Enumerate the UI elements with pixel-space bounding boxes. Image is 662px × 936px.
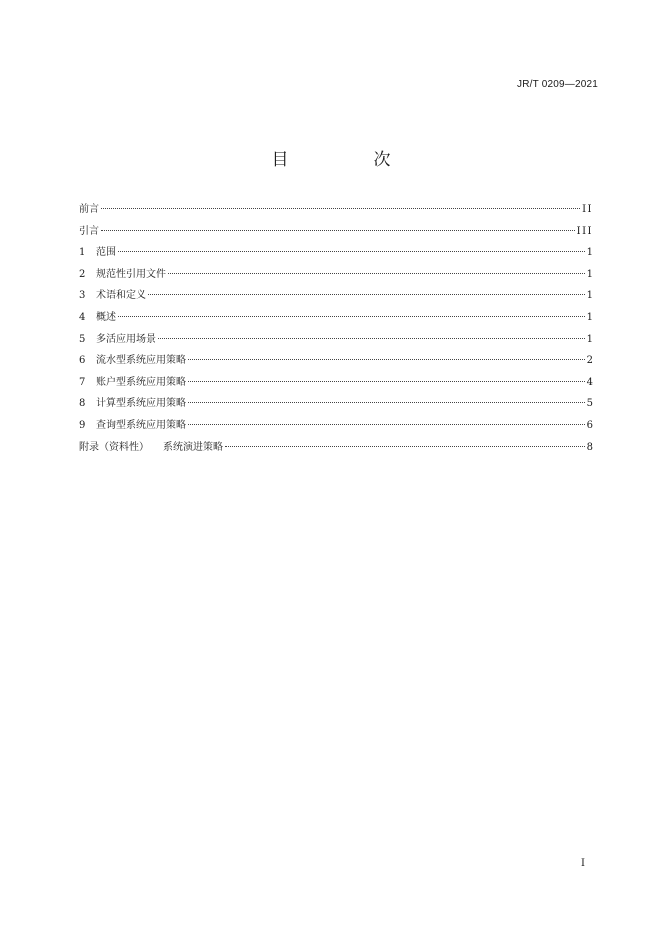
toc-leader — [168, 273, 585, 274]
toc-page: 1 — [586, 311, 593, 323]
toc-number: 5 — [79, 333, 86, 345]
toc-annex-prefix: 附录（资料性） — [79, 441, 149, 453]
footer-page-number: I — [581, 858, 585, 869]
toc-item-overview[interactable] — [79, 307, 593, 329]
toc-page: III — [576, 225, 593, 237]
toc-page: 2 — [586, 355, 593, 367]
toc-leader — [101, 208, 580, 209]
toc-label: 引言 — [79, 225, 99, 237]
toc-label: 范围 — [96, 247, 116, 259]
toc-label: 术语和定义 — [96, 290, 146, 302]
standard-code: JR/T 0209—2021 — [517, 79, 598, 90]
toc-label: 系统演进策略 — [163, 441, 223, 453]
toc-page: 1 — [586, 290, 593, 302]
toc-number: 8 — [79, 398, 86, 410]
toc-item-query-system-strategy[interactable] — [79, 415, 593, 437]
toc-item-foreword[interactable] — [79, 199, 593, 221]
toc-item-account-system-strategy[interactable] — [79, 372, 593, 394]
toc-number: 7 — [79, 376, 86, 388]
toc-item-streaming-system-strategy[interactable] — [79, 350, 593, 372]
toc-leader — [118, 316, 585, 317]
toc-number: 2 — [79, 268, 86, 280]
toc-leader — [225, 446, 585, 447]
toc-label: 计算型系统应用策略 — [96, 398, 186, 410]
toc-item-scope[interactable] — [79, 242, 593, 264]
toc-label: 前言 — [79, 204, 99, 215]
toc-item-active-active-scenarios[interactable] — [79, 329, 593, 351]
toc-number: 1 — [79, 247, 86, 259]
toc-leader — [188, 381, 585, 382]
toc-leader — [118, 251, 585, 252]
toc-page: 4 — [586, 376, 593, 388]
toc-label: 规范性引用文件 — [96, 268, 166, 280]
toc-number: 4 — [79, 311, 86, 323]
toc-leader — [101, 230, 575, 231]
toc-item-terms-definitions[interactable] — [79, 285, 593, 307]
toc-item-annex[interactable] — [79, 437, 593, 459]
toc-page: 8 — [586, 441, 593, 453]
toc-leader — [148, 294, 585, 295]
toc-page: 1 — [586, 333, 593, 345]
toc-number: 9 — [79, 419, 86, 431]
toc-label: 流水型系统应用策略 — [96, 355, 186, 367]
toc-item-normative-references[interactable] — [79, 264, 593, 286]
toc-page: 6 — [586, 419, 593, 431]
toc-item-introduction[interactable] — [79, 221, 593, 243]
toc-label: 多活应用场景 — [96, 333, 156, 345]
toc-label: 账户型系统应用策略 — [96, 376, 186, 388]
toc-item-computing-system-strategy[interactable] — [79, 393, 593, 415]
toc-number: 3 — [79, 290, 86, 302]
toc-leader — [188, 402, 585, 403]
toc-page: 1 — [586, 268, 593, 280]
page-title: 目 次 — [271, 150, 425, 170]
toc-label: 查询型系统应用策略 — [96, 419, 186, 431]
toc-leader — [188, 424, 585, 425]
toc-label: 概述 — [96, 311, 116, 323]
toc-number: 6 — [79, 355, 86, 367]
toc-leader — [158, 338, 585, 339]
table-of-contents — [79, 199, 593, 458]
toc-page: II — [582, 204, 593, 215]
toc-leader — [188, 359, 585, 360]
toc-page: 1 — [586, 247, 593, 259]
toc-page: 5 — [586, 398, 593, 410]
